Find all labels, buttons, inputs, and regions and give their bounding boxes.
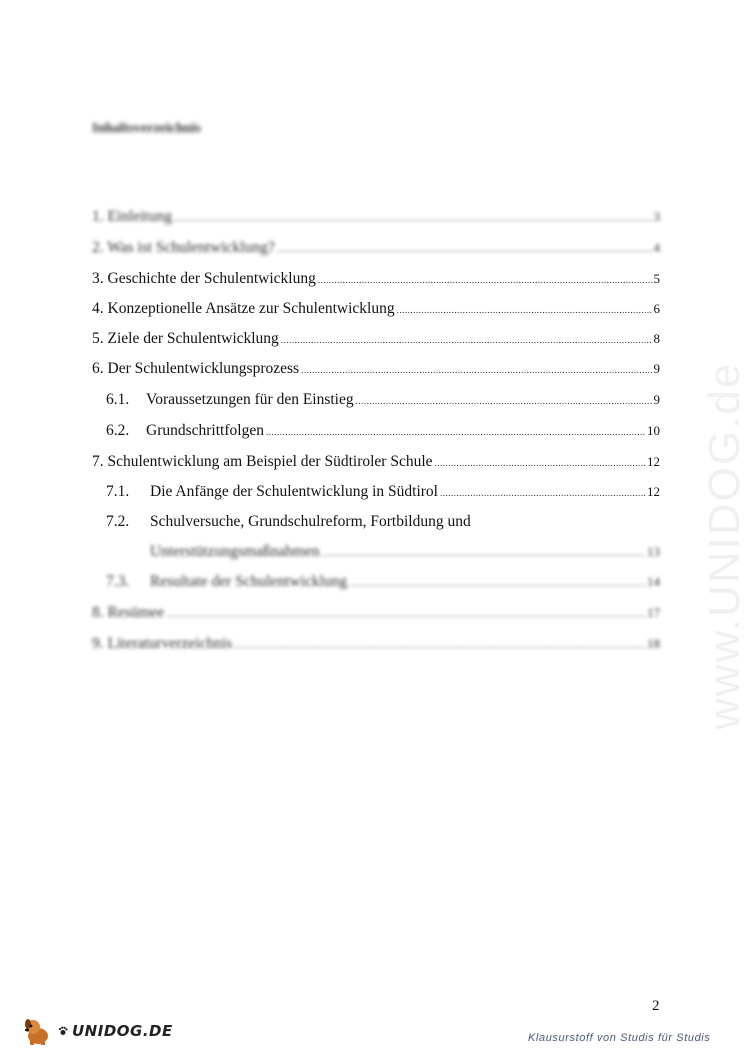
toc-entry-label <box>106 421 266 441</box>
toc-entry-label: 6. Der Schulentwicklungsprozess <box>92 360 300 377</box>
toc-entry-page: 5 <box>653 271 660 286</box>
toc-entry-page: 9 <box>653 361 660 376</box>
toc-leader <box>349 573 646 593</box>
toc-entry-number: 7.3. <box>106 573 130 590</box>
toc-entry[interactable] <box>92 603 660 624</box>
watermark-text: www.UNIDOG.de <box>700 361 749 730</box>
toc-entry-page: 6 <box>653 301 660 316</box>
toc-entry[interactable] <box>106 572 660 593</box>
toc-leader <box>318 270 653 290</box>
toc-leader <box>435 453 646 473</box>
toc-entry-label <box>106 390 356 410</box>
toc-entry-label: 9. Literaturverzeichnis <box>92 635 233 652</box>
toc-entry-label: 2. Was ist Schulentwicklung? <box>92 239 275 256</box>
toc-entry[interactable] <box>92 329 660 350</box>
paw-icon <box>58 1026 68 1036</box>
toc-leader <box>174 208 652 228</box>
toc-leader <box>277 239 653 259</box>
toc-leader <box>322 543 646 563</box>
toc-entry-page: 12 <box>647 454 660 469</box>
footer-credit: Klausurstoff von Studis für Studis <box>528 1032 711 1044</box>
toc-leader <box>356 391 653 411</box>
toc-leader <box>166 604 646 624</box>
toc-entry[interactable] <box>92 359 660 380</box>
toc-entry-label <box>106 512 473 532</box>
toc-entry-label <box>106 482 440 502</box>
toc-entry-title: Schulversuche, Grundschulreform, Fortbildung und <box>150 513 471 530</box>
toc-entry-page: 10 <box>647 423 660 438</box>
page-number: 2 <box>652 998 660 1014</box>
toc-entry[interactable] <box>106 482 660 503</box>
toc-heading: Inhaltsverzeichnis <box>92 121 201 136</box>
toc-entry-label: 8. Resümee <box>92 604 165 621</box>
toc-entry[interactable] <box>106 390 660 411</box>
toc-entry[interactable] <box>92 452 660 473</box>
toc-entry-title: Voraussetzungen für den Einstieg <box>146 391 354 408</box>
dog-mascot-icon <box>22 1016 54 1046</box>
toc-entry-label: 4. Konzeptionelle Ansätze zur Schulentwicklung <box>92 300 395 317</box>
toc-entry-number: 6.1. <box>106 391 130 408</box>
toc-entry-label: 3. Geschichte der Schulentwicklung <box>92 270 316 287</box>
toc-entry-label <box>106 572 349 592</box>
toc-entry-title: Die Anfänge der Schulentwicklung in Südtirol <box>150 483 438 500</box>
unidog-logo[interactable] <box>22 1016 173 1046</box>
toc-entry[interactable] <box>92 238 660 259</box>
toc-leader <box>234 635 646 655</box>
toc-entry-label: 5. Ziele der Schulentwicklung <box>92 330 279 347</box>
toc-entry[interactable] <box>92 269 660 290</box>
toc-entry-page: 9 <box>653 392 660 407</box>
toc-entry[interactable] <box>92 299 660 320</box>
toc-leader <box>266 422 646 442</box>
toc-entry-continuation[interactable] <box>150 542 660 563</box>
toc-entry[interactable] <box>106 512 660 532</box>
logo-text: UNIDOG.DE <box>72 1022 173 1040</box>
toc-entry-title: Grundschrittfolgen <box>146 422 264 439</box>
toc-entry-page: 8 <box>653 331 660 346</box>
toc-leader <box>281 330 653 350</box>
toc-entry-page: 12 <box>647 484 660 499</box>
toc-entry-page: 18 <box>647 636 660 651</box>
toc-entry-page: 4 <box>653 240 660 255</box>
toc-leader <box>397 300 653 320</box>
toc-entry-title: Resultate der Schulentwicklung <box>150 573 348 590</box>
toc-entry-number: 7.1. <box>106 483 130 500</box>
toc-entry-page: 17 <box>647 605 660 620</box>
toc-entry-label: 1. Einleitung <box>92 208 173 225</box>
toc-leader <box>301 360 652 380</box>
toc-entry-page: 14 <box>647 574 660 589</box>
toc-entry[interactable] <box>92 634 660 655</box>
toc-entry[interactable] <box>106 421 660 442</box>
toc-entry-label: 7. Schulentwicklung am Beispiel der Südtiroler Schule <box>92 453 433 470</box>
toc-leader <box>440 483 646 503</box>
toc-entry-label: Unterstützungsmaßnahmen <box>150 543 320 560</box>
toc-entry-page: 13 <box>647 544 660 559</box>
toc-entry-number: 6.2. <box>106 422 130 439</box>
toc-entry[interactable] <box>92 207 660 228</box>
toc-entry-number: 7.2. <box>106 513 130 530</box>
toc-entry-page: 3 <box>653 209 660 224</box>
